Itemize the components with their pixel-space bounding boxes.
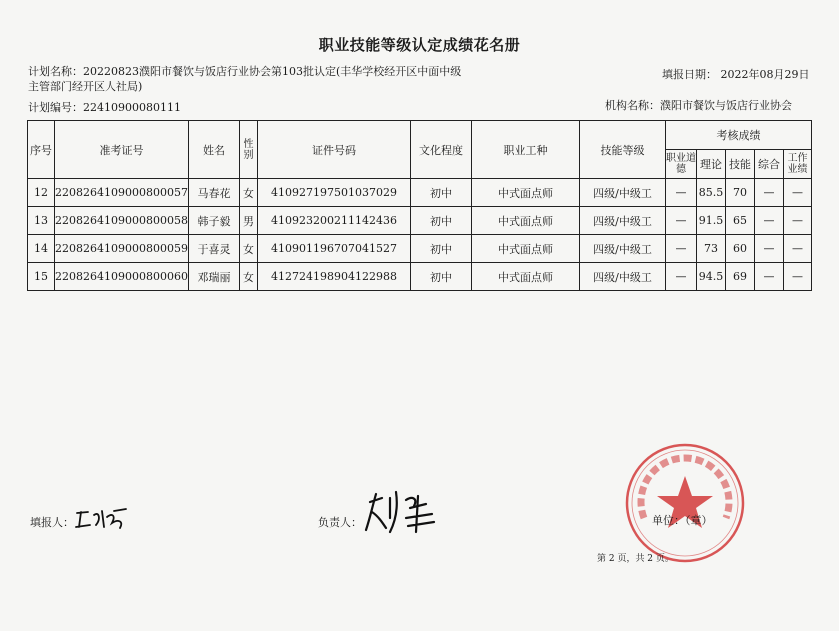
responsible-label: 负责人： (318, 516, 362, 529)
cell-skill: 70 (725, 179, 754, 207)
cell-ethics: — (665, 207, 696, 235)
cell-overall: — (754, 235, 783, 263)
cell-gender: 男 (239, 207, 257, 235)
cell-education: 初中 (410, 207, 471, 235)
cell-gender: 女 (239, 235, 257, 263)
fill-date: 填报日期： 2022年08月29日 (662, 68, 810, 81)
cell-exam-no: 2208264109000800057 (55, 179, 189, 207)
cell-education: 初中 (410, 179, 471, 207)
header-seq: 序号 (28, 121, 55, 179)
header-theory: 理论 (696, 150, 725, 179)
plan-name: 计划名称：20220823濮阳市餐饮与饭店行业协会第103批认定(丰华学校经开区中面中级主管部门经开区人社局) (28, 65, 462, 93)
cell-work-perf: — (783, 207, 811, 235)
header-scores-group: 考核成绩 (665, 121, 811, 150)
cell-ethics: — (665, 179, 696, 207)
cell-id-no: 410923200211142436 (257, 207, 410, 235)
cell-overall: — (754, 263, 783, 291)
org-name: 机构名称：濮阳市餐饮与饭店行业协会 (605, 99, 792, 112)
cell-skill: 60 (725, 235, 754, 263)
table-row (28, 235, 812, 263)
cell-name: 马春花 (188, 179, 239, 207)
cell-occupation: 中式面点师 (471, 207, 579, 235)
cell-work-perf: — (783, 179, 811, 207)
header-ethics: 职业道德 (665, 150, 696, 179)
responsible-signature (362, 488, 442, 536)
header-skill-level: 技能等级 (579, 121, 665, 179)
score-table (27, 120, 812, 291)
header-education: 文化程度 (410, 121, 471, 179)
cell-seq: 15 (28, 263, 55, 291)
cell-skill: 69 (725, 263, 754, 291)
cell-work-perf: — (783, 235, 811, 263)
cell-seq: 14 (28, 235, 55, 263)
table-row (28, 179, 812, 207)
header-gender: 性别 (239, 121, 257, 179)
cell-skill: 65 (725, 207, 754, 235)
cell-skill-level: 四级/中级工 (579, 235, 665, 263)
cell-name: 邓瑞丽 (188, 263, 239, 291)
cell-overall: — (754, 179, 783, 207)
official-seal (622, 440, 748, 566)
cell-exam-no: 2208264109000800058 (55, 207, 189, 235)
cell-skill-level: 四级/中级工 (579, 179, 665, 207)
cell-theory: 73 (696, 235, 725, 263)
cell-ethics: — (665, 263, 696, 291)
cell-occupation: 中式面点师 (471, 179, 579, 207)
cell-work-perf: — (783, 263, 811, 291)
cell-exam-no: 2208264109000800060 (55, 263, 189, 291)
cell-occupation: 中式面点师 (471, 263, 579, 291)
cell-id-no: 410901196707041527 (257, 235, 410, 263)
cell-theory: 85.5 (696, 179, 725, 207)
page-number: 第 2 页，共 2 页。 (597, 554, 674, 564)
cell-gender: 女 (239, 263, 257, 291)
cell-id-no: 412724198904122988 (257, 263, 410, 291)
header-occupation: 职业工种 (471, 121, 579, 179)
cell-education: 初中 (410, 235, 471, 263)
header-skill: 技能 (725, 150, 754, 179)
header-name: 姓名 (188, 121, 239, 179)
filler-signature (74, 505, 134, 533)
cell-occupation: 中式面点师 (471, 235, 579, 263)
table-row (28, 207, 812, 235)
filler-label: 填报人： (30, 516, 74, 529)
header-id-no: 证件号码 (257, 121, 410, 179)
document-title: 职业技能等级认定成绩花名册 (318, 36, 521, 54)
plan-code: 计划编号：22410900080111 (28, 101, 181, 114)
cell-overall: — (754, 207, 783, 235)
cell-theory: 91.5 (696, 207, 725, 235)
cell-seq: 13 (28, 207, 55, 235)
cell-skill-level: 四级/中级工 (579, 207, 665, 235)
cell-theory: 94.5 (696, 263, 725, 291)
header-exam-no: 准考证号 (55, 121, 189, 179)
header-overall: 综合 (754, 150, 783, 179)
cell-id-no: 410927197501037029 (257, 179, 410, 207)
table-row (28, 263, 812, 291)
cell-seq: 12 (28, 179, 55, 207)
cell-exam-no: 2208264109000800059 (55, 235, 189, 263)
cell-skill-level: 四级/中级工 (579, 263, 665, 291)
cell-gender: 女 (239, 179, 257, 207)
cell-name: 韩子毅 (188, 207, 239, 235)
cell-name: 于喜灵 (188, 235, 239, 263)
unit-label: 单位：（章） (652, 514, 713, 527)
cell-ethics: — (665, 235, 696, 263)
header-work-perf: 工作业绩 (783, 150, 811, 179)
cell-education: 初中 (410, 263, 471, 291)
